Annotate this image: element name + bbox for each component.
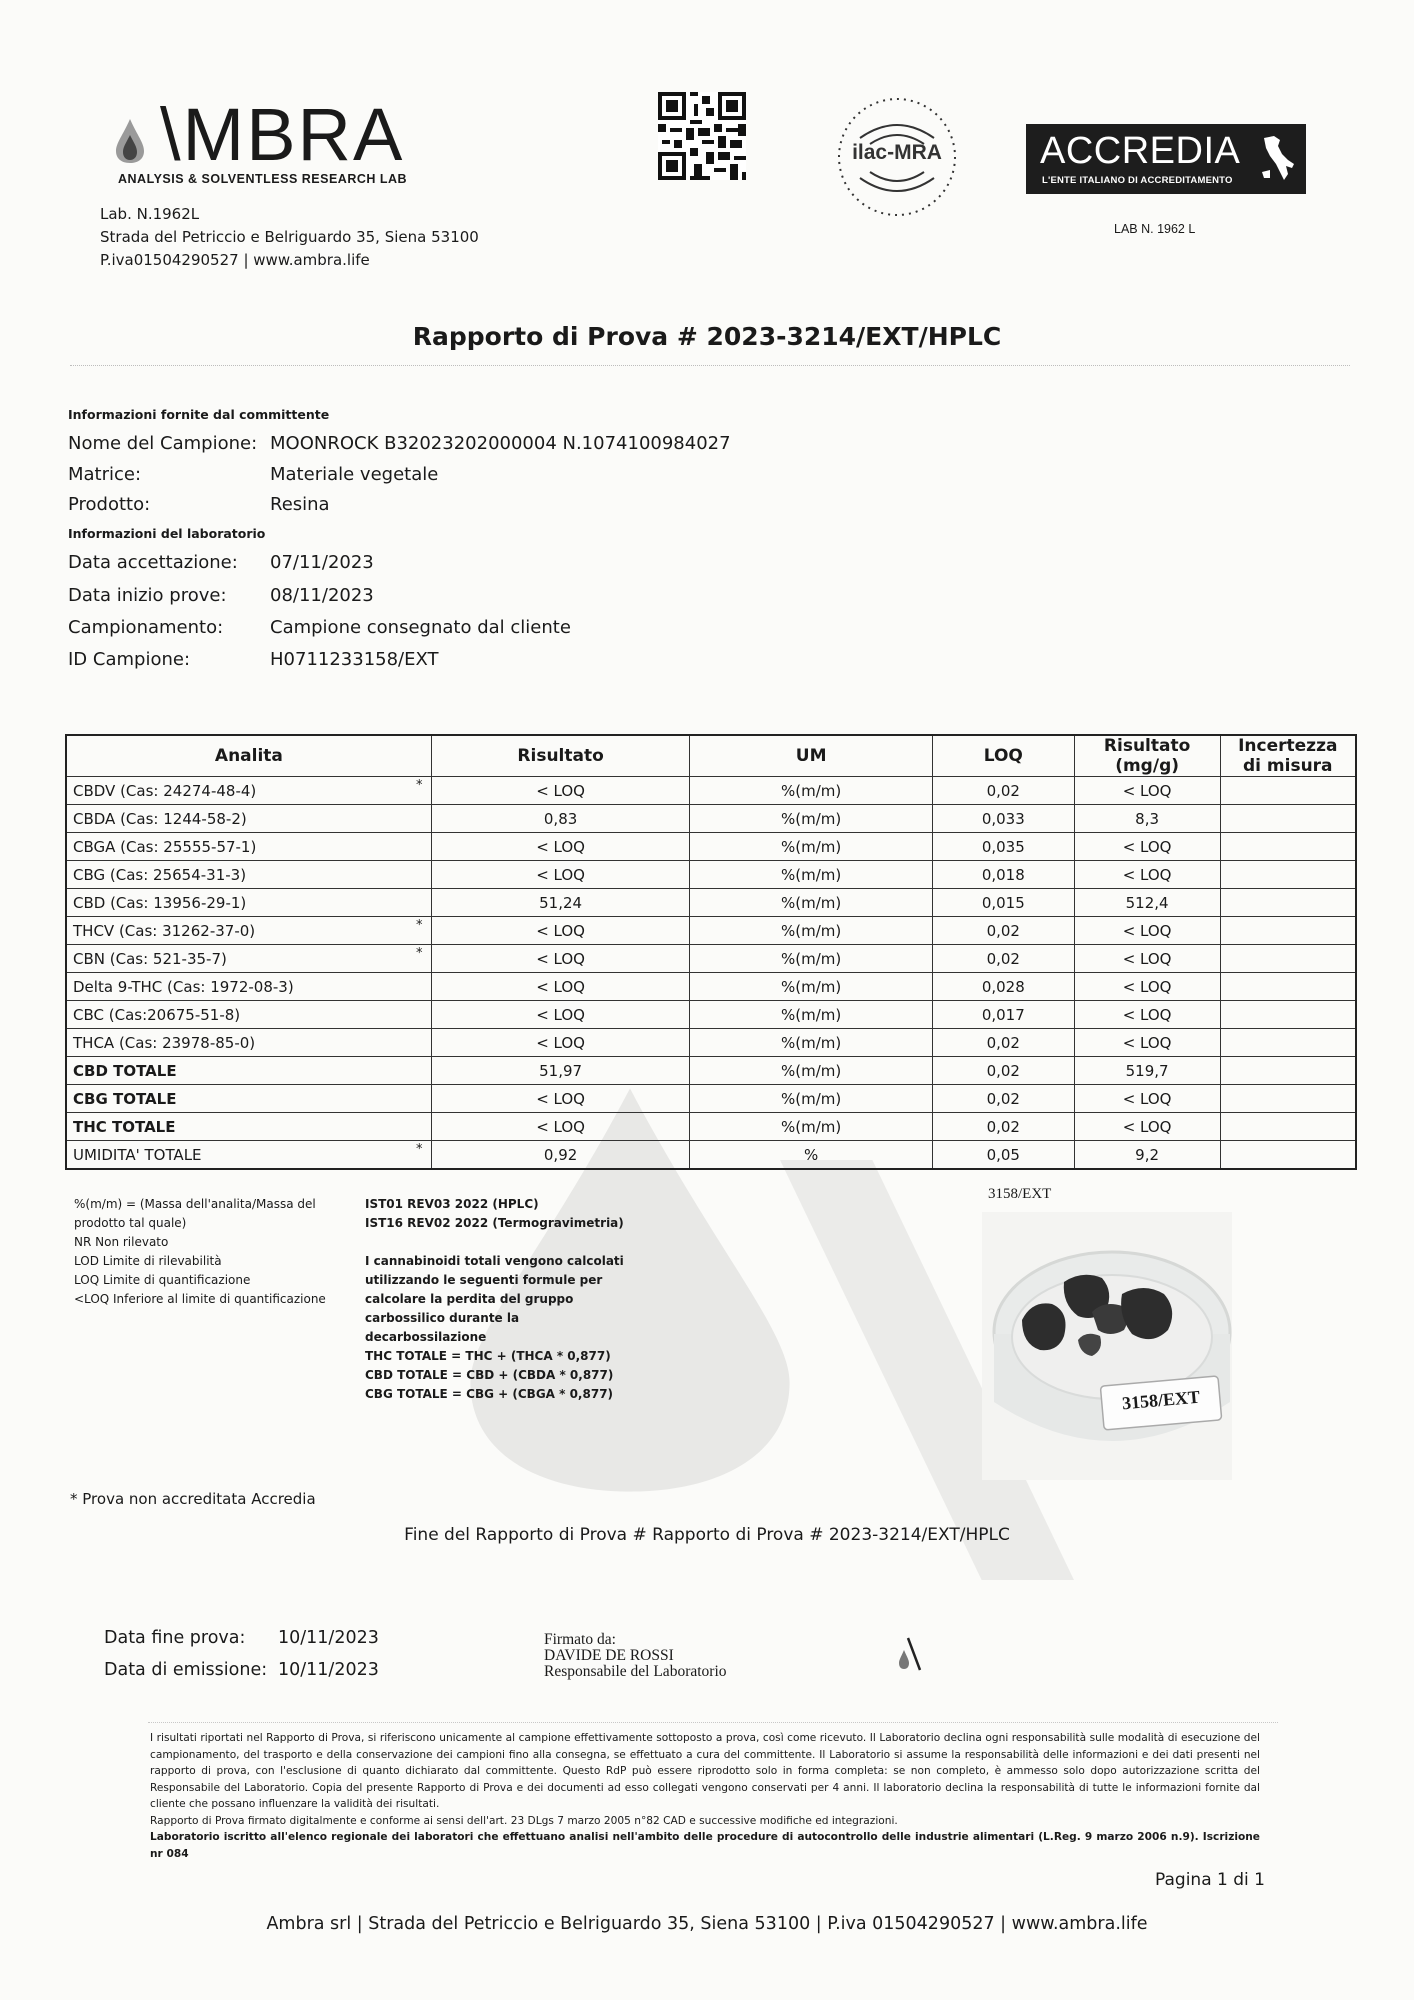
disclaimer-text: I risultati riportati nel Rapporto di Prova, si riferiscono unicamente al campione effettivamente sottoposto a prova, così come ricevuto. Il Laboratorio declina ogni responsabilità sulle modalità di esecuzione del campionamento, del trasporto e della conservazione dei campioni fino alla consegna, se effettuato a cura del committente. Il Laboratorio si assume la responsabilità delle informazioni e dei dati presenti nel rapporto di prova, con l'esclusione di quanto dichiarato dal committente. Questo RdP può essere riprodotto solo in forma completa: se non completo, è ammesso solo dopo autorizzazione scritta del Responsabile del Laboratorio. Copia del presente Rapporto di Prova e dei documenti ad esso collegati vengono conservati per 4 anni. Il laboratorio declina la responsabilità di tutte le informazioni fornite dal cliente che possano influenzare la validità dei risultati. xyxy=(150,1732,1260,1810)
result-cell: 0,92 xyxy=(431,1141,690,1170)
unit-cell: %(m/m) xyxy=(690,1085,933,1113)
analyte-name: CBG (Cas: 25654-31-3) xyxy=(73,865,247,884)
unit-cell: %(m/m) xyxy=(690,1001,933,1029)
uncertainty-cell xyxy=(1220,1085,1356,1113)
unit-cell: %(m/m) xyxy=(690,973,933,1001)
result-mgg-cell: < LOQ xyxy=(1074,1113,1220,1141)
lab-info xyxy=(100,203,479,272)
matrix-value: Materiale vegetale xyxy=(270,464,439,485)
result-cell: 0,83 xyxy=(431,805,690,833)
brand-subtitle: ANALYSIS & SOLVENTLESS RESEARCH LAB xyxy=(118,172,408,186)
unit-cell: %(m/m) xyxy=(690,861,933,889)
analyte-cell xyxy=(66,1141,431,1170)
signed-by-label: Firmato da: xyxy=(544,1631,616,1648)
analyte-name: Delta 9-THC (Cas: 1972-08-3) xyxy=(73,977,294,996)
loq-cell: 0,033 xyxy=(932,805,1074,833)
analyte-cell xyxy=(66,1001,431,1029)
table-row xyxy=(66,1141,1356,1170)
analyte-cell xyxy=(66,945,431,973)
result-mgg-cell: < LOQ xyxy=(1074,777,1220,805)
result-mgg-cell: 8,3 xyxy=(1074,805,1220,833)
analyte-name: THCA (Cas: 23978-85-0) xyxy=(73,1033,256,1052)
page-number: Pagina 1 di 1 xyxy=(1155,1870,1265,1890)
signature-block xyxy=(544,1632,727,1680)
result-mgg-cell: < LOQ xyxy=(1074,1029,1220,1057)
header-loq: LOQ xyxy=(932,735,1074,777)
unit-cell: %(m/m) xyxy=(690,833,933,861)
analyte-cell xyxy=(66,861,431,889)
uncertainty-cell xyxy=(1220,1057,1356,1085)
table-row xyxy=(66,889,1356,917)
issue-date-value: 10/11/2023 xyxy=(278,1660,379,1680)
brand-name: \MBRA xyxy=(160,93,405,176)
header-uncertainty: Incertezza di misura xyxy=(1220,735,1356,777)
not-accredited-note: * Prova non accreditata Accredia xyxy=(70,1490,316,1508)
loq-cell: 0,02 xyxy=(932,1029,1074,1057)
disclaimer-divider xyxy=(148,1722,1278,1723)
unit-cell: %(m/m) xyxy=(690,805,933,833)
loq-cell: 0,02 xyxy=(932,917,1074,945)
table-row xyxy=(66,973,1356,1001)
analyte-cell xyxy=(66,777,431,805)
header-unit: UM xyxy=(690,735,933,777)
analyte-name: CBDV (Cas: 24274-48-4) xyxy=(73,781,257,800)
result-cell: < LOQ xyxy=(431,1001,690,1029)
analyte-cell xyxy=(66,1085,431,1113)
analyte-cell xyxy=(66,1113,431,1141)
notes-legend xyxy=(74,1195,354,1309)
qr-code-icon xyxy=(658,92,746,180)
accredia-logo xyxy=(1026,124,1306,194)
analyte-name: CBGA (Cas: 25555-57-1) xyxy=(73,837,257,856)
footer: Ambra srl | Strada del Petriccio e Belriguardo 35, Siena 53100 | P.iva 01504290527 | www.ambra.life xyxy=(266,1914,1148,1934)
table-row xyxy=(66,805,1356,833)
loq-cell: 0,02 xyxy=(932,1113,1074,1141)
issue-date-label: Data di emissione: xyxy=(104,1660,268,1680)
result-mgg-cell: < LOQ xyxy=(1074,917,1220,945)
test-start-date-value: 08/11/2023 xyxy=(270,585,374,606)
analyte-name: UMIDITA' TOTALE xyxy=(73,1145,202,1164)
analyte-name: CBG TOTALE xyxy=(73,1089,177,1108)
result-cell: < LOQ xyxy=(431,945,690,973)
signature-logo-icon xyxy=(896,1632,924,1672)
uncertainty-cell xyxy=(1220,1113,1356,1141)
analyte-cell xyxy=(66,889,431,917)
unit-cell: %(m/m) xyxy=(690,945,933,973)
accredia-lab-number: LAB N. 1962 L xyxy=(1114,222,1196,236)
result-cell: < LOQ xyxy=(431,777,690,805)
loq-cell: 0,02 xyxy=(932,1057,1074,1085)
analyte-cell xyxy=(66,833,431,861)
uncertainty-cell xyxy=(1220,833,1356,861)
ilac-mra-text: ilac-MRA xyxy=(852,141,942,164)
note-below-loq: <LOQ Inferiore al limite di quantificazione xyxy=(74,1292,326,1306)
formula-cbd: CBD TOTALE = CBD + (CBDA * 0,877) xyxy=(365,1368,614,1382)
result-mgg-cell: < LOQ xyxy=(1074,1085,1220,1113)
sample-photo xyxy=(982,1212,1232,1480)
lab-number: Lab. N.1962L xyxy=(100,205,200,223)
unit-cell: %(m/m) xyxy=(690,777,933,805)
uncertainty-cell xyxy=(1220,973,1356,1001)
unit-cell: %(m/m) xyxy=(690,917,933,945)
result-mgg-cell: < LOQ xyxy=(1074,861,1220,889)
result-mgg-cell: < LOQ xyxy=(1074,1001,1220,1029)
table-row xyxy=(66,945,1356,973)
unit-cell: %(m/m) xyxy=(690,1029,933,1057)
end-date-value: 10/11/2023 xyxy=(278,1628,379,1648)
result-cell: < LOQ xyxy=(431,973,690,1001)
result-cell: < LOQ xyxy=(431,1029,690,1057)
method-hplc: IST01 REV03 2022 (HPLC) xyxy=(365,1197,539,1211)
product-value: Resina xyxy=(270,494,330,515)
unit-cell: %(m/m) xyxy=(690,1113,933,1141)
table-header-row xyxy=(66,735,1356,777)
sample-id-value: H0711233158/EXT xyxy=(270,649,439,670)
loq-cell: 0,02 xyxy=(932,945,1074,973)
analyte-name: CBD (Cas: 13956-29-1) xyxy=(73,893,247,912)
acceptance-date-value: 07/11/2023 xyxy=(270,552,374,573)
italy-map-icon xyxy=(1258,132,1300,188)
result-cell: 51,97 xyxy=(431,1057,690,1085)
table-row xyxy=(66,1113,1356,1141)
unit-cell: %(m/m) xyxy=(690,1057,933,1085)
disclaimer-digital: Rapporto di Prova firmato digitalmente e conforme ai sensi dell'art. 23 DLgs 7 marzo 2005 n°82 CAD e successive modifiche ed integrazioni. xyxy=(150,1814,898,1827)
table-row xyxy=(66,1057,1356,1085)
loq-cell: 0,017 xyxy=(932,1001,1074,1029)
loq-cell: 0,02 xyxy=(932,777,1074,805)
result-cell: < LOQ xyxy=(431,861,690,889)
uncertainty-cell xyxy=(1220,777,1356,805)
photo-tag-label: 3158/EXT xyxy=(1121,1386,1201,1414)
uncertainty-cell xyxy=(1220,861,1356,889)
brand-logo xyxy=(110,93,408,186)
uncertainty-cell xyxy=(1220,945,1356,973)
notes-methods xyxy=(365,1195,635,1404)
analyte-cell xyxy=(66,973,431,1001)
unit-cell: % xyxy=(690,1141,933,1170)
analyte-name: CBDA (Cas: 1244-58-2) xyxy=(73,809,247,828)
client-info-label: Informazioni fornite dal committente xyxy=(68,407,330,422)
note-loq: LOQ Limite di quantificazione xyxy=(74,1273,251,1287)
signer-name: DAVIDE DE ROSSI xyxy=(544,1647,674,1664)
table-row xyxy=(66,1001,1356,1029)
signer-role: Responsabile del Laboratorio xyxy=(544,1663,727,1680)
note-nr: NR Non rilevato xyxy=(74,1235,169,1249)
results-table xyxy=(65,734,1357,1170)
sample-name-value: MOONROCK B32023202000004 N.1074100984027 xyxy=(270,433,731,454)
table-row xyxy=(66,917,1356,945)
formulas-intro: I cannabinoidi totali vengono calcolati utilizzando le seguenti formule per calcolare la perdita del gruppo carbossilico durante la decarbossilazione xyxy=(365,1254,624,1344)
photo-caption: 3158/EXT xyxy=(988,1186,1052,1202)
sampling-value: Campione consegnato dal cliente xyxy=(270,617,571,638)
loq-cell: 0,035 xyxy=(932,833,1074,861)
note-lod: LOD Limite di rilevabilità xyxy=(74,1254,222,1268)
test-start-date-key: Data inizio prove: xyxy=(68,585,227,606)
loq-cell: 0,028 xyxy=(932,973,1074,1001)
acceptance-date-key: Data accettazione: xyxy=(68,552,238,573)
not-accredited-marker: * xyxy=(416,946,423,961)
end-of-report: Fine del Rapporto di Prova # Rapporto di Prova # 2023-3214/EXT/HPLC xyxy=(404,1525,1010,1545)
header-result: Risultato xyxy=(431,735,690,777)
matrix-key: Matrice: xyxy=(68,464,142,485)
result-cell: < LOQ xyxy=(431,1085,690,1113)
uncertainty-cell xyxy=(1220,889,1356,917)
note-mm: %(m/m) = (Massa dell'analita/Massa del prodotto tal quale) xyxy=(74,1197,316,1230)
table-row xyxy=(66,1085,1356,1113)
result-mgg-cell: < LOQ xyxy=(1074,973,1220,1001)
loq-cell: 0,015 xyxy=(932,889,1074,917)
table-row xyxy=(66,1029,1356,1057)
analyte-cell xyxy=(66,805,431,833)
result-mgg-cell: < LOQ xyxy=(1074,945,1220,973)
analyte-cell xyxy=(66,917,431,945)
result-mgg-cell: < LOQ xyxy=(1074,833,1220,861)
accredia-text: ACCREDIA xyxy=(1040,130,1241,172)
result-mgg-cell: 519,7 xyxy=(1074,1057,1220,1085)
not-accredited-marker: * xyxy=(416,778,423,793)
analyte-name: THC TOTALE xyxy=(73,1117,176,1136)
unit-cell: %(m/m) xyxy=(690,889,933,917)
analyte-name: THCV (Cas: 31262-37-0) xyxy=(73,921,256,940)
lab-info-label: Informazioni del laboratorio xyxy=(68,526,266,541)
analyte-cell xyxy=(66,1057,431,1085)
result-cell: < LOQ xyxy=(431,1113,690,1141)
accredia-subtitle: L'ENTE ITALIANO DI ACCREDITAMENTO xyxy=(1042,175,1233,186)
result-mgg-cell: 9,2 xyxy=(1074,1141,1220,1170)
sample-name-key: Nome del Campione: xyxy=(68,433,258,454)
drop-logo-icon xyxy=(110,105,156,165)
table-row xyxy=(66,777,1356,805)
lab-address: Strada del Petriccio e Belriguardo 35, Siena 53100 xyxy=(100,228,479,246)
disclaimer xyxy=(150,1730,1260,1862)
header-analyte: Analita xyxy=(66,735,431,777)
uncertainty-cell xyxy=(1220,1141,1356,1170)
product-key: Prodotto: xyxy=(68,494,151,515)
loq-cell: 0,02 xyxy=(932,1085,1074,1113)
sampling-key: Campionamento: xyxy=(68,617,224,638)
result-cell: 51,24 xyxy=(431,889,690,917)
not-accredited-marker: * xyxy=(416,918,423,933)
sample-id-key: ID Campione: xyxy=(68,649,191,670)
result-mgg-cell: 512,4 xyxy=(1074,889,1220,917)
disclaimer-registration: Laboratorio iscritto all'elenco regionale dei laboratori che effettuano analisi nell'ambito delle procedure di autocontrollo delle industrie alimentari (L.Reg. 9 marzo 2006 n.9). Iscrizione nr 084 xyxy=(150,1831,1260,1860)
uncertainty-cell xyxy=(1220,1029,1356,1057)
formula-thc: THC TOTALE = THC + (THCA * 0,877) xyxy=(365,1349,611,1363)
not-accredited-marker: * xyxy=(416,1142,423,1157)
loq-cell: 0,05 xyxy=(932,1141,1074,1170)
table-row xyxy=(66,833,1356,861)
uncertainty-cell xyxy=(1220,1001,1356,1029)
table-row xyxy=(66,861,1356,889)
method-tga: IST16 REV02 2022 (Termogravimetria) xyxy=(365,1216,624,1230)
analyte-cell xyxy=(66,1029,431,1057)
title-divider xyxy=(70,365,1350,366)
uncertainty-cell xyxy=(1220,917,1356,945)
result-cell: < LOQ xyxy=(431,917,690,945)
report-title: Rapporto di Prova # 2023-3214/EXT/HPLC xyxy=(412,322,1002,351)
loq-cell: 0,018 xyxy=(932,861,1074,889)
header-result-mgg: Risultato (mg/g) xyxy=(1074,735,1220,777)
end-date-label: Data fine prova: xyxy=(104,1628,246,1648)
analyte-name: CBD TOTALE xyxy=(73,1061,177,1080)
result-cell: < LOQ xyxy=(431,833,690,861)
ilac-mra-logo xyxy=(832,92,962,222)
lab-vat-web: P.iva01504290527 | www.ambra.life xyxy=(100,251,370,269)
uncertainty-cell xyxy=(1220,805,1356,833)
analyte-name: CBN (Cas: 521-35-7) xyxy=(73,949,227,968)
formula-cbg: CBG TOTALE = CBG + (CBGA * 0,877) xyxy=(365,1387,614,1401)
analyte-name: CBC (Cas:20675-51-8) xyxy=(73,1005,241,1024)
